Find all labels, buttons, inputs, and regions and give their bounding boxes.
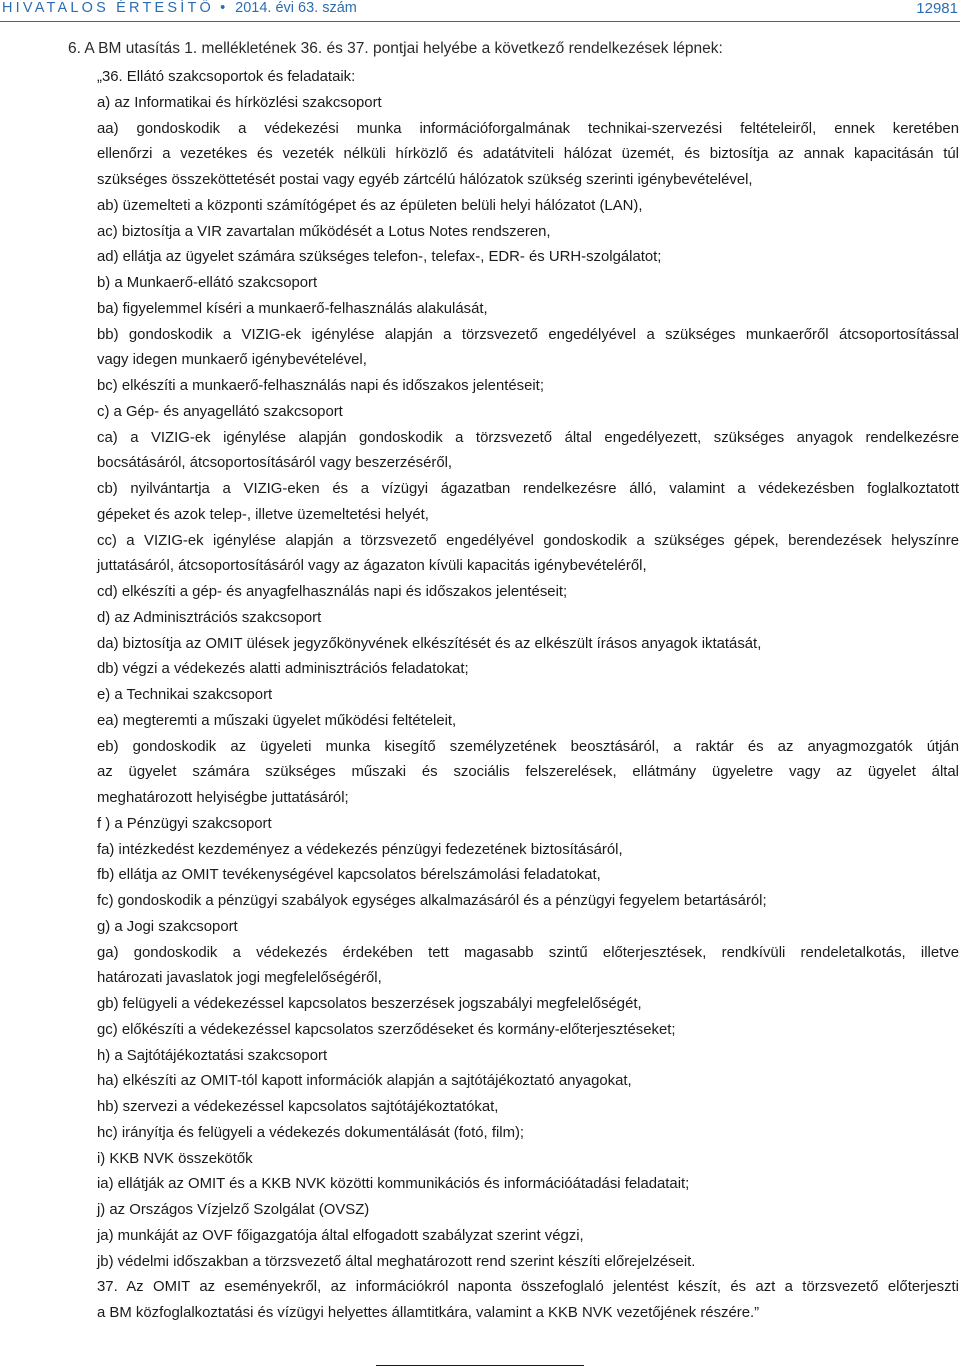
text-line: a BM közfoglalkoztatási és vízügyi helyettes államtitkára, valamint a KKB NVK vezetőjének részére.” (97, 1305, 760, 1321)
text-line: cd) elkészíti a gép- és anyagfelhasználás napi és időszakos jelentéseit; (97, 584, 568, 600)
page-header (0, 0, 960, 32)
text-line: a) az Informatikai és hírközlési szakcsoport (97, 94, 382, 111)
text-line: ad) ellátja az ügyelet számára szükséges telefon-, telefax-, EDR- és URH-szolgálatot; (97, 249, 662, 266)
text-line: gb) felügyeli a védekezéssel kapcsolatos beszerzések jogszabályi megfelelőségét, (97, 996, 642, 1012)
text-line: g) a Jogi szakcsoport (97, 918, 238, 935)
document-body (97, 65, 959, 1327)
text-line: ca) a VIZIG-ek igénylése alapján gondoskodik a törzsvezető által engedélyezett, szükséges anyagok rendelkezésre (97, 429, 959, 446)
text-line: ea) megteremti a műszaki ügyelet működési feltételeit, (97, 712, 457, 729)
text-line: e) a Technikai szakcsoport (97, 687, 273, 703)
text-line: vagy idegen munkaerő igénybevételével, (97, 352, 367, 369)
text-line: ba) figyelemmel kíséri a munkaerő-felhasználás alakulását, (97, 300, 488, 317)
text-line: ac) biztosítja a VIR zavartalan működését a Lotus Notes rendszeren, (97, 223, 551, 240)
text-line: hc) irányítja és felügyeli a védekezés dokumentálását (fotó, film); (97, 1124, 525, 1141)
text-line: határozati javaslatok jogi megfelelőségéről, (97, 970, 382, 987)
text-line: fb) ellátja az OMIT tevékenységével kapcsolatos bérelszámolási feladatokat, (97, 867, 601, 884)
text-line: meghatározott helyiségbe juttatásáról; (97, 790, 349, 806)
text-line: db) végzi a védekezés alatti adminisztrációs feladatokat; (97, 661, 469, 678)
text-line: j) az Országos Vízjelző Szolgálat (OVSZ) (97, 1202, 370, 1218)
text-line: aa) gondoskodik a védekezési munka információforgalmának technikai-szervezési feltételeiről, ennek keretében (97, 120, 959, 137)
text-line: hb) szervezi a védekezéssel kapcsolatos sajtótájékoztatókat, (97, 1099, 499, 1115)
text-line: da) biztosítja az OMIT ülések jegyzőkönyvének elkészítését és az elkészült írásos anyagok iktatását, (97, 635, 762, 652)
text-line: c) a Gép- és anyagellátó szakcsoport (97, 403, 343, 420)
text-line: ia) ellátják az OMIT és a KKB NVK közötti kommunikációs és információátadási feladatait; (97, 1176, 690, 1193)
text-line: i) KKB NVK összekötők (97, 1150, 253, 1167)
journal-masthead (2, 0, 357, 16)
text-line: bocsátásáról, átcsoportosításáról vagy beszerzéséről, (97, 455, 453, 472)
text-line: gc) előkészíti a védekezéssel kapcsolatos szerződéseket és kormány-előterjesztéseket; (97, 1021, 676, 1038)
text-line: ha) elkészíti az OMIT-tól kapott információk alapján a sajtótájékoztató anyagokat, (97, 1073, 632, 1090)
text-line: bc) elkészíti a munkaerő-felhasználás napi és időszakos jelentéseit; (97, 378, 544, 394)
text-line: f ) a Pénzügyi szakcsoport (97, 815, 272, 832)
text-line: cb) nyilvántartja a VIZIG-eken és a vízügyi ágazatban rendelkezésre álló, valamint a védekezésben foglalkoztatott (97, 481, 959, 497)
text-line: eb) gondoskodik az ügyeleti munka kisegítő személyzetének beosztásáról, a raktár és az anyagmozgatók útján (97, 738, 959, 755)
journal-title: HIVATALOS ÉRTESÍTŐ (2, 0, 215, 16)
text-line: ga) gondoskodik a védekezés érdekében tett magasabb szintű előterjesztések, rendkívüli rendeletalkotás, illetve (97, 944, 959, 961)
text-line: juttatásáról, átcsoportosításáról vagy az ágazaton kívüli kapacitás igénybevételéről, (97, 558, 647, 575)
text-line: bb) gondoskodik a VIZIG-ek igénylése alapján a törzsvezető engedélyével a szükséges munkaerőről átcsoportosítással (97, 326, 959, 343)
header-divider (0, 21, 960, 22)
text-line: d) az Adminisztrációs szakcsoport (97, 609, 322, 626)
text-line: b) a Munkaerő-ellátó szakcsoport (97, 275, 318, 291)
text-line: cc) a VIZIG-ek igénylése alapján a törzsvezető engedélyével gondoskodik a szükséges gépek, berendezések helyszínre (97, 532, 959, 549)
text-line: az ügyelet számára szükséges műszaki és szociális felszerelések, ellátmány ügyeletre vagy az ügyelet által (97, 764, 959, 781)
text-line: gépeket és azok telep-, illetve üzemeltetési helyét, (97, 506, 429, 523)
section-37-text: 37. Az OMIT az eseményekről, az információkról naponta összefoglaló jelentést készít, és azt a törzsvezető előterjeszti (97, 1279, 959, 1296)
footer-divider (376, 1365, 584, 1366)
text-line: ellenőrzi a vezetékes és vezeték nélküli hírközlő és adatátviteli hálózat üzemét, és biztosítja az annak kapacitásán túl (97, 146, 959, 163)
text-line: h) a Sajtótájékoztatási szakcsoport (97, 1047, 328, 1064)
amendment-intro: 6. A BM utasítás 1. mellékletének 36. és 37. pontjai helyébe a következő rendelkezések lépnek: (68, 40, 723, 57)
text-line: ja) munkáját az OVF főigazgatója által elfogadott szabályzat szerint végzi, (97, 1227, 584, 1244)
text-line: fc) gondoskodik a pénzügyi szabályok egységes alkalmazásáról és a pénzügyi fegyelem betartásáról; (97, 893, 767, 909)
text-line: fa) intézkedést kezdeményez a védekezés pénzügyi fedezetének biztosításáról, (97, 841, 623, 858)
page-number: 12981 (916, 0, 958, 17)
text-line: jb) védelmi időszakban a törzsvezető által meghatározott rend szerint készíti előrejelzéseit. (97, 1253, 696, 1270)
section-36-heading: „36. Ellátó szakcsoportok és feladataik: (97, 69, 356, 85)
text-line: ab) üzemelteti a központi számítógépet és az épületen belüli helyi hálózatot (LAN), (97, 197, 643, 214)
issue-label: 2014. évi 63. szám (235, 0, 357, 16)
text-line: szükséges összeköttetését postai vagy egyéb zártcélú hálózatok szükség szerinti igénybevételével, (97, 172, 753, 188)
header-separator: • (220, 0, 226, 16)
